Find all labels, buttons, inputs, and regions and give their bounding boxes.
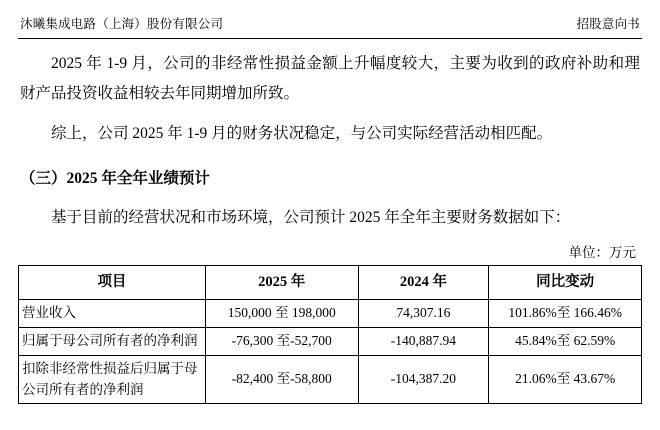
row-value-2024: -104,387.20	[358, 355, 489, 404]
row-value-change: 21.06%至 43.67%	[489, 355, 642, 404]
row-value-2025: -82,400 至-58,800	[205, 355, 358, 404]
table-row	[19, 355, 642, 404]
financial-forecast-table	[18, 265, 642, 404]
table-row	[19, 299, 642, 327]
table-header-2025: 2025 年	[205, 266, 358, 299]
table-unit-label: 单位：万元	[568, 245, 636, 261]
paragraph-forecast-intro: 基于目前的经营状况和市场环境，公司预计 2025 年全年主要财务数据如下：	[51, 209, 571, 227]
row-value-2024: 74,307.16	[358, 299, 489, 327]
table-header-2024: 2024 年	[358, 266, 489, 299]
table-row	[19, 327, 642, 355]
row-value-2024: -140,887.94	[358, 327, 489, 355]
row-item-label: 扣除非经常性损益后归属于母公司所有者的净利润	[19, 355, 206, 404]
table-header-item: 项目	[19, 266, 206, 299]
paragraph-summary: 综上，公司 2025 年 1-9 月的财务状况稳定，与公司实际经营活动相匹配。	[51, 125, 553, 143]
table-header-row	[19, 266, 642, 299]
table-header-change: 同比变动	[489, 266, 642, 299]
row-item-label: 归属于母公司所有者的净利润	[19, 327, 206, 355]
row-item-label: 营业收入	[19, 299, 206, 327]
row-value-change: 101.86%至 166.46%	[489, 299, 642, 327]
row-value-change: 45.84%至 62.59%	[489, 327, 642, 355]
header-document-type: 招股意向书	[576, 17, 640, 31]
header-divider	[18, 38, 642, 39]
header-company-name: 沐曦集成电路（上海）股份有限公司	[20, 17, 224, 31]
page-header	[18, 0, 642, 38]
section-heading: （三）2025 年全年业绩预计	[20, 169, 210, 187]
paragraph-nonrecurring-gains: 2025 年 1-9 月，公司的非经常性损益金额上升幅度较大，主要为收到的政府补助和理财产品投资收益相较去年同期增加所致。	[20, 55, 640, 103]
row-value-2025: -76,300 至-52,700	[205, 327, 358, 355]
row-value-2025: 150,000 至 198,000	[205, 299, 358, 327]
